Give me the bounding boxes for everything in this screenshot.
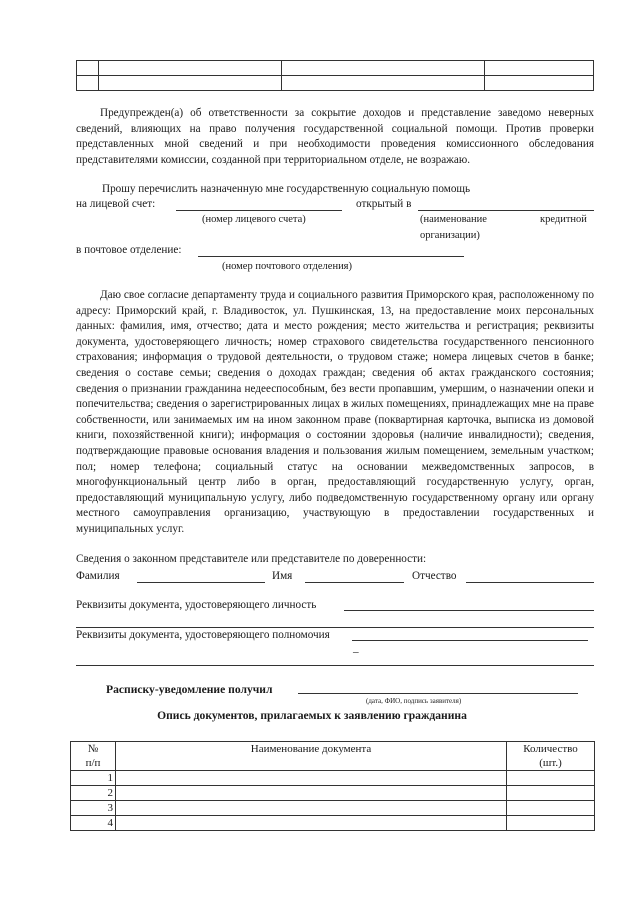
table-row	[71, 801, 595, 816]
column-qty-header	[507, 742, 595, 771]
table-row	[71, 816, 595, 831]
id-document-label: Реквизиты документа, удостоверяющего личность	[76, 599, 317, 611]
quantity-cell[interactable]	[507, 801, 595, 816]
bank-hint-3: организации)	[420, 230, 480, 241]
post-office-hint: (номер почтового отделения)	[222, 261, 353, 272]
surname-label: Фамилия	[76, 570, 120, 582]
table-row	[71, 771, 595, 786]
row-number: 4	[71, 816, 116, 831]
name-field[interactable]	[305, 582, 404, 583]
bank-name-field[interactable]	[418, 210, 594, 211]
bank-hint-2: кредитной	[540, 214, 587, 225]
quantity-cell[interactable]	[507, 786, 595, 801]
column-number-header	[71, 742, 116, 771]
account-label: на лицевой счет:	[76, 198, 156, 210]
authority-document-field[interactable]	[352, 640, 588, 641]
column-qty-header-line-2: (шт.)	[539, 757, 562, 769]
account-number-field[interactable]	[176, 210, 342, 211]
post-office-field[interactable]	[198, 256, 464, 257]
document-name-cell[interactable]	[116, 816, 507, 831]
inventory-table	[70, 741, 595, 831]
top-table-fragment	[76, 60, 594, 91]
consent-paragraph: Даю свое согласие департаменту труда и социального развития Приморского края, расположенному по адресу: Приморский край, г. Владивосток, ул. Пушкинская, 13, на предоставление моих персональных данных: фамилия, имя, отчество; дата и место рождения; место жительства и регистрация; реквизиты документа, удостоверяющего личность; номер страхового свидетельства государственного пенсионного страхования; информация о трудовой деятельности, о трудовом стаже; номера лицевых счетов в банке; сведения о составе семьи; сведения о доходах граждан; сведения об актах гражданского состояния; сведения о признании гражданина недееспособным, без вести пропавшим, умершим, о назначении опеки и попечительства; сведения о зарегистрированных лицах в жилых помещениях, принадлежащих мне на праве собственности, или занимаемых им на ином законном праве (поквартирная карточка, выписка из домовой книги, похозяйственной книги); информация о состоянии здоровья (наличие инвалидности); сведения, подтверждающие правовые основания владения и пользования жилым помещением, земельным участком; пол; номер телефона; социальный статус на основании межведомственных запросов, в многофункциональный центр либо в орган, предоставляющий государственную услугу, орган, предоставляющий муниципальную услугу, либо подведомственную государственному органу или органу местного самоуправления организацию, участвующую в предоставлении государственных и муниципальных услуг.	[76, 289, 594, 535]
post-office-label: в почтовое отделение:	[76, 244, 182, 256]
column-name-header-text: Наименование документа	[250, 743, 372, 755]
dash-mark: –	[353, 646, 359, 658]
row-number: 3	[71, 801, 116, 816]
table-row	[71, 786, 595, 801]
authority-document-label: Реквизиты документа, удостоверяющего полномочия	[76, 629, 330, 641]
column-qty-header-line-1: Количество	[523, 743, 578, 755]
surname-field[interactable]	[137, 582, 265, 583]
table-row	[77, 61, 594, 76]
quantity-cell[interactable]	[507, 816, 595, 831]
opened-in-label: открытый в	[356, 198, 412, 210]
row-number: 2	[71, 786, 116, 801]
document-name-cell[interactable]	[116, 786, 507, 801]
column-number-header-line-1: №	[87, 743, 99, 755]
column-name-header	[116, 742, 507, 771]
document-name-cell[interactable]	[116, 771, 507, 786]
table-row	[77, 76, 594, 91]
inventory-title: Опись документов, прилагаемых к заявлению гражданина	[157, 709, 467, 722]
id-document-field[interactable]	[344, 610, 594, 611]
receipt-label: Расписку-уведомление получил	[106, 683, 273, 696]
bank-hint-1: (наименование	[420, 214, 487, 225]
warning-paragraph: Предупрежден(а) об ответственности за сокрытие доходов и представление заведомо неверных сведений, влияющих на право получения государственной социальной помощи. Против проверки представленных мной сведений и при необходимости проведения комиссионного обследования представителями комиссии, созданной при территориальном отделе, не возражаю.	[76, 107, 594, 166]
patronymic-field[interactable]	[466, 582, 594, 583]
transfer-request-line: Прошу перечислить назначенную мне государственную социальную помощь	[102, 183, 471, 195]
row-number: 1	[71, 771, 116, 786]
table-header-row	[71, 742, 595, 771]
column-number-header-line-2: п/п	[85, 757, 101, 769]
representative-heading: Сведения о законном представителе или представителе по доверенности:	[76, 553, 427, 565]
patronymic-label: Отчество	[412, 570, 457, 582]
authority-document-field-line-2[interactable]	[76, 665, 594, 666]
account-hint: (номер лицевого счета)	[202, 214, 306, 225]
receipt-hint: (дата, ФИО, подпись заявителя)	[366, 697, 462, 705]
quantity-cell[interactable]	[507, 771, 595, 786]
name-label: Имя	[272, 570, 293, 582]
document-name-cell[interactable]	[116, 801, 507, 816]
